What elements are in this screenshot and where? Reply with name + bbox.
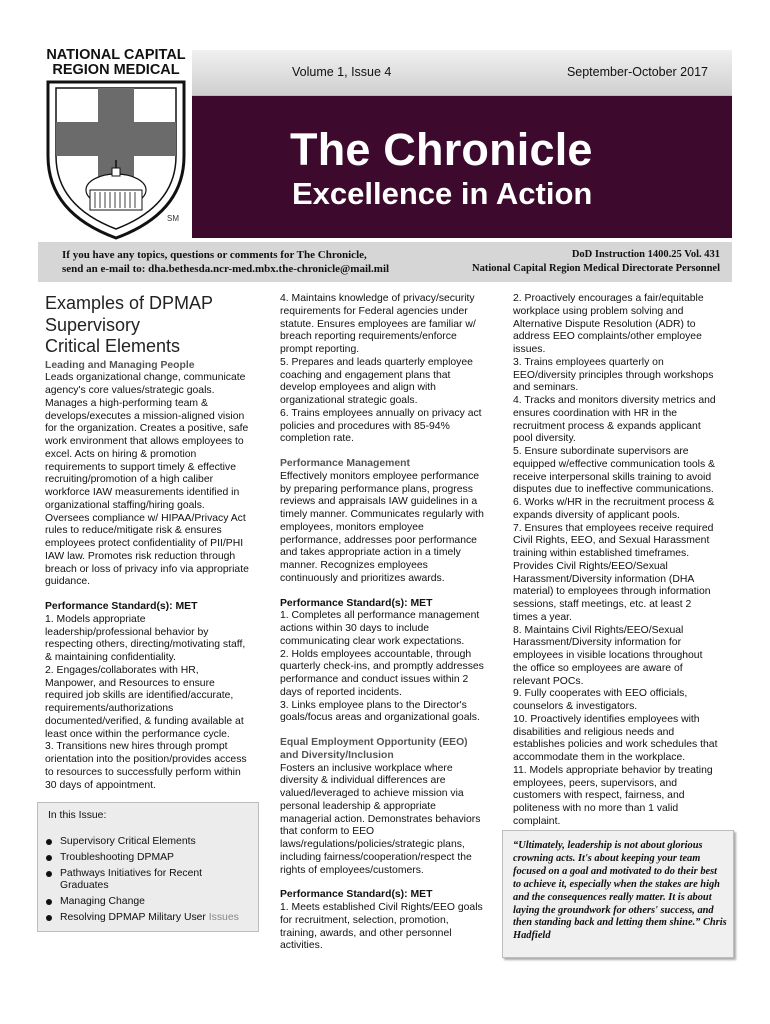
newsletter-subtitle: Excellence in Action [292,176,593,211]
bullet-icon [46,899,52,905]
eeo-heading: Equal Employment Opportunity (EEO) and Diversity/Inclusion [280,737,468,761]
bullet-icon [46,871,52,877]
logo-text [40,48,192,78]
contact-info-bar [38,242,732,282]
issue-date: September-October 2017 [566,65,708,79]
volume-issue: Volume 1, Issue 4 [292,65,392,79]
performance-management-body: Effectively monitors employee performance by preparing performance plans, progress reviews and appraisals IAW guidelines in a timely manner. Communicates regularly with employees, monitors employee performance, addresses poor performance and takes appropriate action in a timely manner. Recognizes employees continuously and prioritizes awards. [280,470,484,584]
list-item: Troubleshooting DPMAP [46,852,251,865]
in-this-issue-list [46,836,251,928]
performance-management-heading: Performance Management [280,458,410,469]
performance-standard-heading: Performance Standard(s): MET [280,597,433,609]
directive-line-2: National Capital Region Medical Directorate Personnel [472,263,720,274]
in-this-issue-title: In this Issue: [48,810,107,821]
eeo-body: Fosters an inclusive workplace where diversity & individual differences are valued/leveraged to achieve mission via personal leadership & appropriate managerial action. Demonstrates behaviors that conform to EEO laws/regulations/policies/strategic plans, including fairness/cooperation/respect the rights of employees/customers. [280,762,481,876]
performance-standard-body: 1. Completes all performance management actions within 30 days to include communicating clear work expectations. 2. Holds employees accountable, through quarterly check-ins, and promptly addresses performance and conduct issues within 2 days of reported incidents. 3. Links employee plans to the Director's goals/focus areas and organizational goals. [280,610,484,724]
quote-box [502,830,734,958]
newsletter-title: The Chronicle [290,124,593,175]
logo-line-2: REGION MEDICAL [52,62,180,78]
logo-line-1: NATIONAL CAPITAL [46,47,186,63]
list-item: Resolving DPMAP Military User Issues [46,912,251,925]
column-2 [280,293,495,953]
eeo-standards-continued: 2. Proactively encourages a fair/equitable workplace using problem solving and Alternative Dispute Resolution (ADR) to address EEO complaints/other employee issues. 3. Trains employees quarterly on EEO/diversity principles through workshops and seminars. 4. Tracks and monitors diversity metrics and ensures coordination with HR in the recruitment process & expands applicant pool diversity. 5. Ensure subordinate supervisors are equipped w/effective communication tools & receive interpersonal skills training to avoid disputes due to ineffective communications. 6. Works w/HR in the recruitment process & expands diversity of applicant pools. 7. Ensures that employees receive required Civil Rights, EEO, and Sexual Harassment training within established timeframes. Provides Civil Rights/EEO/Sexual Harassment/Diversity information (DHA material) to employees through information sessions, staff meetings, etc. at least 2 times a year. 8. Maintains Civil Rights/EEO/Sexual Harassment/Diversity information for employees in visible locations throughout the office so employees are aware of relevant POCs. 9. Fully cooperates with EEO officials, counselors & investigators. 10. Proactively identifies employees with disabilities and religious needs and establishes policies and work schedules that accommodate them in the workplace. 11. Models appropriate behavior by treating employees, peers, supervisors, and customers with respect, fairness, and politeness with no more than 1 valid complaint. [513,293,718,827]
leading-people-body: Leads organizational change, communicate agency's core values/strategic goals. Manages a high-performing team & develops/executes a mission-aligned vision for the organization. Creates a positive, safe work environment that allows employees to excel. Acts on hiring & promotion requirements to support timely & effective recruiting/promotion of a high caliber workforce IAW measurements identified in organizational staffing/hiring goals. Oversees compliance w/ HIPAA/Privacy Act rules to reduce/mitigate risk & ensures employees protect confidentiality of PII/PHI IAW law. Promotes risk reduction through breach or loss of privacy info via appropriate guidance. [45,372,249,588]
contact-line-1: If you have any topics, questions or comments for The Chronicle, [62,249,367,261]
quote-text: “Ultimately, leadership is not about glorious crowning acts. It's about keeping your team focused on a goal and motivated to do their best to achieve it, especially when the stakes are high and the consequences really matter. It is about laying the groundwork for others' success, and then standing back and letting them shine.” Chris Hadfield [513,840,727,942]
performance-standard-heading: Performance Standard(s): MET [280,889,433,901]
bullet-icon [46,855,52,861]
directive-line-1: DoD Instruction 1400.25 Vol. 431 [571,249,720,260]
list-item: Supervisory Critical Elements [46,836,251,849]
bullet-icon [46,839,52,845]
performance-standard-body: 1. Models appropriate leadership/professional behavior by respecting others, directing/motivating staff, & maintaining confidentiality. 2. Engages/collaborates with HR, Manpower, and Resources to ensure required job skills are identified/accurate, requirements/authorizations documented/verified, & funding available at least once within the performance cycle. 3. Transitions new hires through prompt orientation into the position/provides access to resources to successfully perform within 30 days of appointment. [45,613,247,791]
in-this-issue-box [37,802,259,932]
performance-standard-body: 1. Meets established Civil Rights/EEO goals for recruitment, selection, promotion, training, awards, and other personnel activities. [280,902,483,952]
column-3 [513,293,728,829]
bullet-icon [46,915,52,921]
service-mark: SM [167,214,179,223]
organization-logo [40,48,192,246]
contact-line-2: send an e-mail to: dha.bethesda.ncr-med.mbx.the-chronicle@mail.mil [62,263,390,275]
title-banner [192,96,732,238]
performance-standard-heading: Performance Standard(s): MET [45,601,198,612]
list-item: Pathways Initiatives for Recent Graduates [46,868,251,894]
list-item: Managing Change [46,896,251,909]
contact-info [62,248,389,276]
issue-bar [192,50,732,96]
section-title: Examples of DPMAP Supervisory Critical Elements [45,293,214,356]
leading-people-heading: Leading and Managing People [45,359,195,371]
column-1 [45,293,259,792]
leading-people-continued: 4. Maintains knowledge of privacy/security requirements for Federal agencies under statute. Ensures employees are familiar w/ breach reporting requirements/enforce prompt reporting. 5. Prepares and leads quarterly employee coaching and engagement plans that develop employees and align with organizational strategic goals. 6. Trains employees annually on privacy act policies and procedures with 85-94% completion rate. [280,293,482,445]
directive-info [472,248,720,276]
